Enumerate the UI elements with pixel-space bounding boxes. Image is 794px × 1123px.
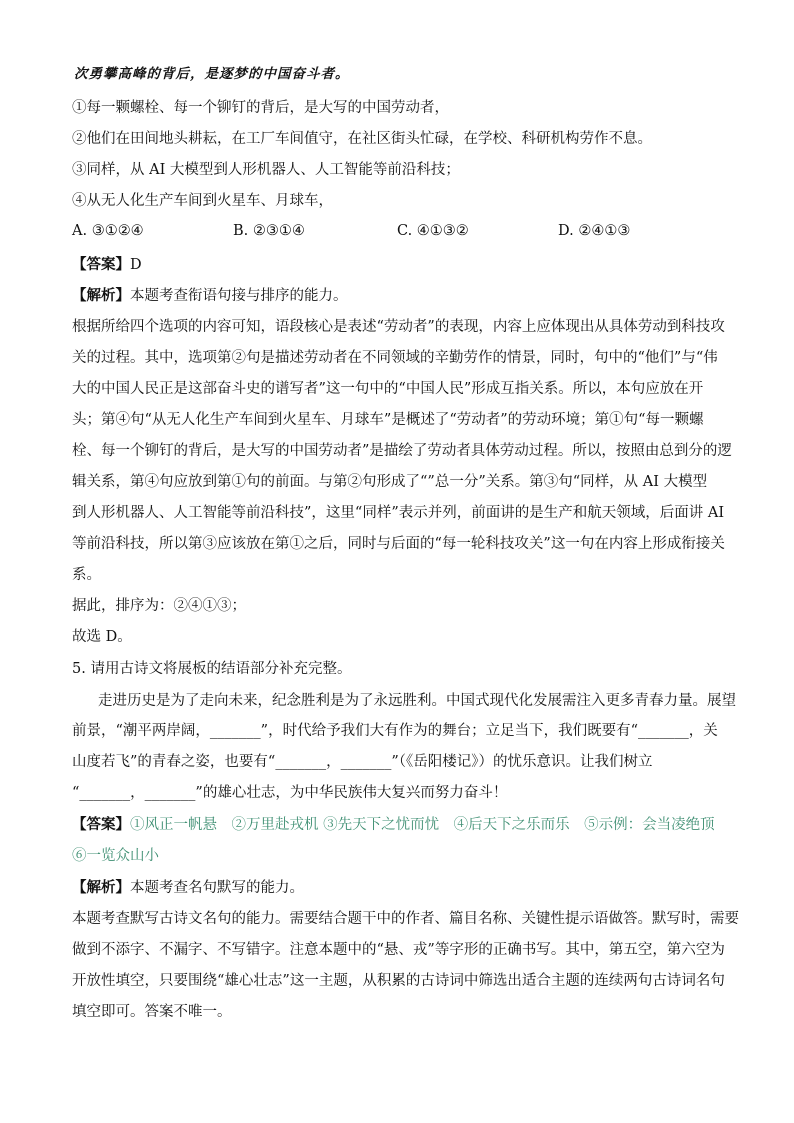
- question-5-line-3: 山度若飞”的青春之姿，也要有“_______，_______”（《岳阳楼记》）的忧乐意识。让我们树立: [72, 754, 653, 770]
- sentence-3: ③同样，从 AI 大模型到人形机器人、人工智能等前沿科技；: [72, 162, 460, 178]
- question-5-line-4: “_______，_______”的雄心壮志，为中华民族伟大复兴而努力奋斗！: [72, 785, 508, 801]
- analysis-4-line-3: 大的中国人民正是这部奋斗史的谱写者”这一句中的“中国人民”形成互指关系。所以，本句应放在开: [72, 381, 704, 397]
- analysis-4-choose: 故选 D。: [72, 629, 132, 645]
- question-5-line-1: 走进历史是为了走向未来，纪念胜利是为了永远胜利。中国式现代化发展需注入更多青春力量。展望: [98, 693, 736, 709]
- analysis-5-header: [72, 878, 722, 898]
- answer-text: D: [130, 257, 142, 273]
- analysis-tag: 【解析】: [72, 287, 130, 304]
- sentence-2: ②他们在田间地头耕耘，在工厂车间值守，在社区街头忙碌，在学校、科研机构劳作不息。: [72, 131, 652, 147]
- answer-tag: 【答案】: [72, 256, 130, 273]
- option-a: A. ③①②④: [72, 223, 144, 239]
- analysis-4-line-8: 等前沿科技，所以第③应该放在第①之后，同时与后面的“每一轮科技攻关”这一句在内容上形成衔接关: [72, 536, 725, 552]
- analysis-4-line-2: 关的过程。其中，选项第②句是描述劳动者在不同领域的辛勤劳作的情景，同时，句中的“他们”与“伟: [72, 350, 718, 366]
- analysis-4-line-5: 栓、每一个铆钉的背后，是大写的中国劳动者”是描绘了劳动者具体劳动过程。所以，按照由总到分的逻: [72, 443, 732, 459]
- analysis-4-line-4: 头；第④句“从无人化生产车间到火星车、月球车”是概述了“劳动者”的劳动环境；第①句“每一颗螺: [72, 412, 704, 428]
- analysis-5-intro: 本题考查名句默写的能力。: [130, 880, 304, 896]
- analysis-5-tag: 【解析】: [72, 879, 130, 896]
- analysis-5-line-2: 做到不添字、不漏字、不写错字。注意本题中的“悬、戎”等字形的正确书写。其中，第五空，第六空为: [72, 942, 725, 958]
- question-5-line-2: 前景，“潮平两岸阔，_______”，时代给予我们大有作为的舞台；立足当下，我们既要有“_______，关: [72, 723, 718, 739]
- analysis-4-line-6: 辑关系，第④句应放到第①句的前面。与第②句形成了“”总一分”关系。第③句“同样，从 AI 大模型: [72, 474, 708, 490]
- analysis-4-header: [72, 286, 722, 306]
- analysis-4-line-9: 系。: [72, 567, 101, 583]
- analysis-4-line-1: 根据所给四个选项的内容可知，语段核心是表述“劳动者”的表现，内容上应体现出从具体劳动到科技攻: [72, 319, 725, 335]
- answer-5: [72, 815, 722, 835]
- analysis-5-line-3: 开放性填空，只要围绕“雄心壮志”这一主题，从积累的古诗词中筛选出适合主题的连续两句古诗词名句: [72, 973, 725, 989]
- analysis-intro: 本题考查衔语句接与排序的能力。: [130, 288, 348, 304]
- analysis-4-line-7: 到人形机器人、人工智能等前沿科技”，这里“同样”表示并列，前面讲的是生产和航天领域，后面讲 AI: [72, 505, 725, 521]
- option-c: C. ④①③②: [397, 223, 469, 239]
- option-d: D. ②④①③: [558, 223, 631, 239]
- analysis-5-line-1: 本题考查默写古诗文名句的能力。需要结合题干中的作者、篇目名称、关键性提示语做答。默写时，需要: [72, 911, 739, 927]
- sentence-4: ④从无人化生产车间到火星车、月球车，: [72, 193, 333, 209]
- intro-line: 次勇攀高峰的背后，是逐梦的中国奋斗者。: [74, 66, 350, 82]
- analysis-4-order: 据此，排序为：②④①③；: [72, 598, 246, 614]
- sentence-1: ①每一颗螺栓、每一个铆钉的背后，是大写的中国劳动者，: [72, 100, 449, 116]
- option-b: B. ②③①④: [233, 223, 305, 239]
- analysis-5-line-4: 填空即可。答案不唯一。: [72, 1004, 232, 1020]
- answer-4: [72, 255, 722, 275]
- question-5-title: 5. 请用古诗文将展板的结语部分补充完整。: [72, 661, 352, 677]
- answer-5-tag: 【答案】: [72, 816, 130, 833]
- answer-5-line-1: ①风正一帆悬 ②万里赴戎机 ③先天下之忧而忧 ④后天下之乐而乐 ⑤示例：会当凌绝顶: [130, 817, 715, 833]
- answer-5-line-2: ⑥一览众山小: [72, 848, 159, 864]
